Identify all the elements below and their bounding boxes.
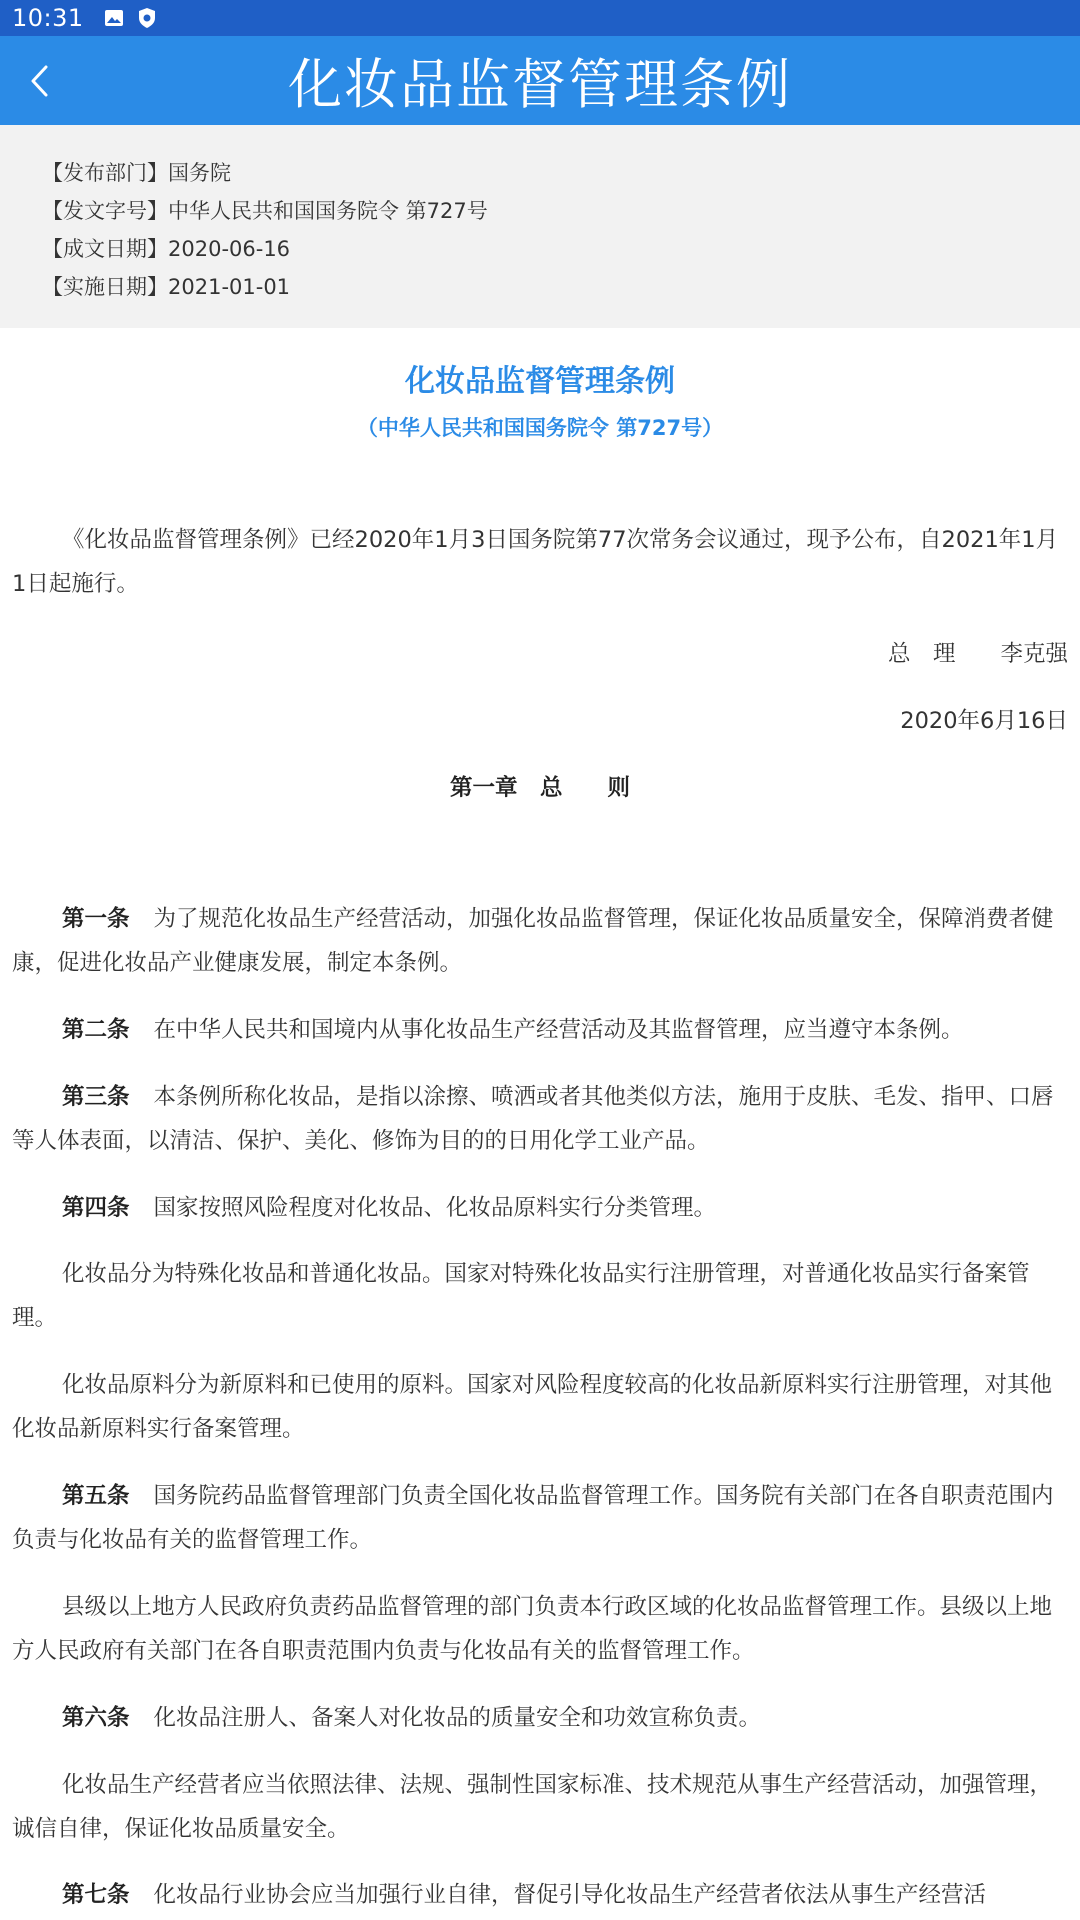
status-bar	[0, 0, 1080, 36]
article-number: 第六条	[62, 1705, 130, 1731]
article-number: 第七条	[62, 1882, 130, 1908]
article	[12, 1075, 1068, 1163]
article-text: 在中华人民共和国境内从事化妆品生产经营活动及其监督管理，应当遵守本条例。	[153, 1017, 964, 1043]
article-text: 国务院药品监督管理部门负责全国化妆品监督管理工作。国务院有关部门在各自职责范围内负责与化妆品有关的监督管理工作。	[12, 1483, 1054, 1553]
article-paragraph	[12, 1363, 1068, 1451]
article-text: 化妆品注册人、备案人对化妆品的质量安全和功效宣称负责。	[153, 1705, 762, 1731]
app-bar	[0, 36, 1080, 125]
document-subtitle: （中华人民共和国国务院令 第727号）	[356, 416, 724, 440]
article-text: 化妆品分为特殊化妆品和普通化妆品。国家对特殊化妆品实行注册管理，对普通化妆品实行备案管理。	[12, 1261, 1030, 1331]
article-paragraph	[12, 1252, 1068, 1340]
signing-date: 2020年6月16日	[900, 708, 1068, 734]
signer: 总 理 李克强	[887, 641, 1068, 667]
article-text: 化妆品行业协会应当加强行业自律，督促引导化妆品生产经营者依法从事生产经营活	[153, 1882, 987, 1908]
article-number: 第三条	[62, 1084, 130, 1110]
chapter-heading: 第一章 总 则	[449, 775, 630, 801]
page-title: 化妆品监督管理条例	[288, 53, 792, 116]
article-text: 县级以上地方人民政府负责药品监督管理的部门负责本行政区域的化妆品监督管理工作。县级以上地方人民政府有关部门在各自职责范围内负责与化妆品有关的监督管理工作。	[12, 1594, 1053, 1664]
article-number: 第四条	[62, 1195, 130, 1221]
article-text: 化妆品原料分为新原料和已使用的原料。国家对风险程度较高的化妆品新原料实行注册管理，对其他化妆品新原料实行备案管理。	[12, 1372, 1053, 1442]
meta-panel	[0, 125, 1080, 328]
article	[12, 1008, 1068, 1052]
article-text: 化妆品生产经营者应当依照法律、法规、强制性国家标准、技术规范从事生产经营活动，加强管理，诚信自律，保证化妆品质量安全。	[12, 1772, 1053, 1842]
article-text: 为了规范化妆品生产经营活动，加强化妆品监督管理，保证化妆品质量安全，保障消费者健康，促进化妆品产业健康发展，制定本条例。	[12, 906, 1054, 976]
image-icon	[104, 9, 124, 27]
meta-written-date: 【成文日期】2020-06-16	[42, 237, 291, 261]
article-number: 第五条	[62, 1483, 130, 1509]
article	[12, 897, 1068, 985]
shield-icon	[138, 7, 156, 29]
article-text: 本条例所称化妆品，是指以涂擦、喷洒或者其他类似方法，施用于皮肤、毛发、指甲、口唇等人体表面，以清洁、保护、美化、修饰为目的的日用化学工业产品。	[12, 1084, 1054, 1154]
article	[12, 1186, 1068, 1230]
preamble: 《化妆品监督管理条例》已经2020年1月3日国务院第77次常务会议通过，现予公布，自2021年1月1日起施行。	[12, 527, 1059, 597]
document-title: 化妆品监督管理条例	[405, 364, 675, 399]
article	[12, 1474, 1068, 1562]
meta-doc-number: 【发文字号】中华人民共和国国务院令 第727号	[42, 199, 488, 223]
meta-department: 【发布部门】国务院	[42, 161, 231, 185]
article-number: 第二条	[62, 1017, 130, 1043]
article	[12, 1696, 1068, 1740]
article-paragraph	[12, 1763, 1068, 1851]
article-number: 第一条	[62, 906, 130, 932]
article	[12, 1873, 1068, 1920]
status-time: 10:31	[12, 4, 84, 32]
meta-effective-date: 【实施日期】2021-01-01	[42, 275, 291, 299]
article-text: 国家按照风险程度对化妆品、化妆品原料实行分类管理。	[153, 1195, 717, 1221]
article-paragraph	[12, 1585, 1068, 1673]
